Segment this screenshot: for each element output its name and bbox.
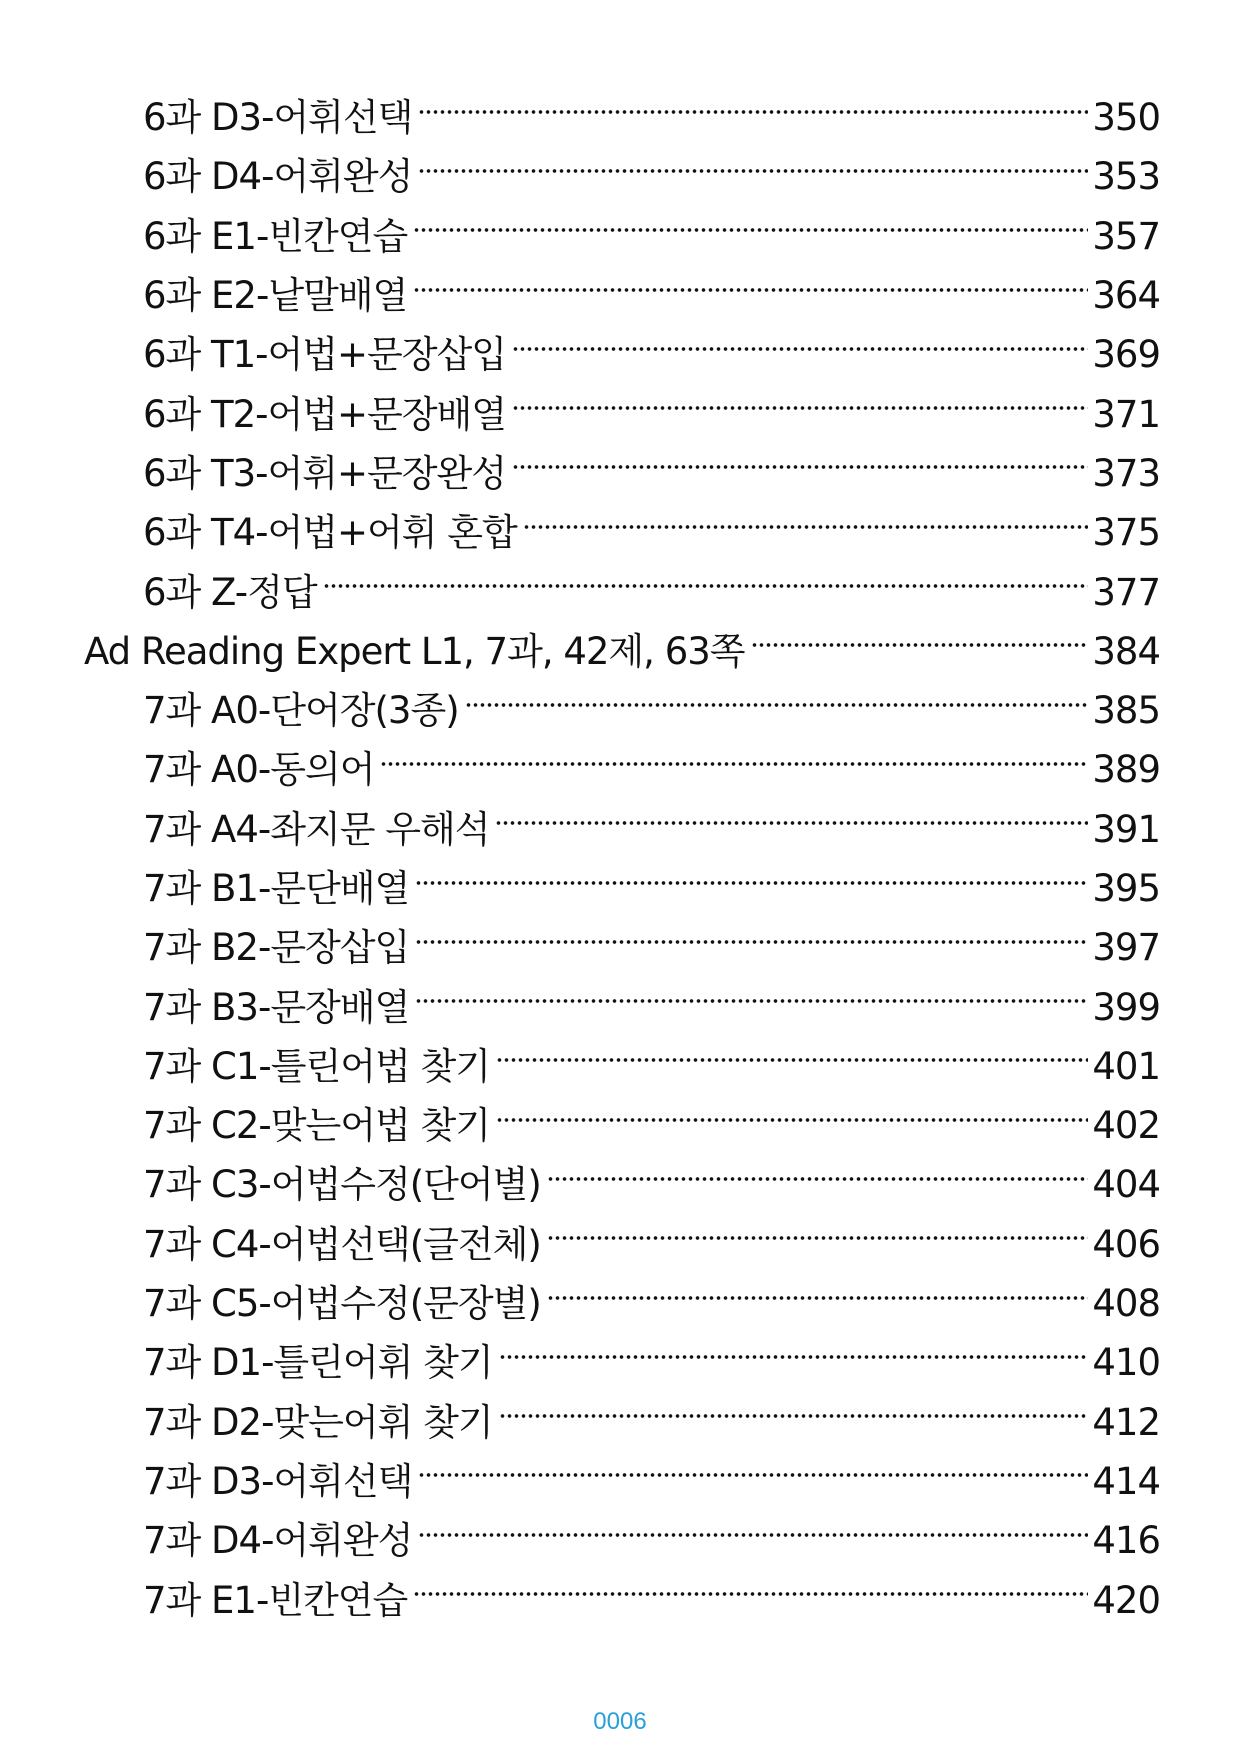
toc-entry-page: 385 (1092, 689, 1160, 733)
dot-leader (547, 1175, 1089, 1183)
toc-entry[interactable] (0, 977, 1240, 1036)
dot-leader (496, 1056, 1088, 1064)
toc-entry[interactable] (0, 1274, 1240, 1333)
toc-entry-page: 384 (1092, 629, 1160, 673)
dot-leader (413, 1590, 1088, 1598)
toc-entry-page: 395 (1092, 867, 1160, 910)
toc-entry[interactable] (0, 681, 1240, 740)
toc-entry-page: 353 (1092, 155, 1160, 199)
toc-entry-title: 7과 A0-동의어 (143, 748, 375, 792)
toc-entry-title: 7과 D3-어휘선택 (143, 1459, 413, 1503)
toc-entry-page: 391 (1092, 807, 1160, 851)
toc-entry[interactable] (0, 384, 1240, 443)
dot-leader (413, 286, 1088, 294)
toc-entry-page: 414 (1092, 1459, 1160, 1503)
toc-entry-title: 7과 B3-문장배열 (143, 985, 410, 1029)
toc-entry[interactable] (0, 444, 1240, 503)
toc-entry-page: 397 (1092, 926, 1160, 970)
dot-leader (512, 404, 1088, 412)
toc-entry-page: 357 (1092, 214, 1160, 258)
dot-leader (415, 879, 1088, 887)
toc-entry[interactable] (0, 266, 1240, 325)
toc-entry[interactable] (0, 1333, 1240, 1392)
toc-entry-title: 7과 C3-어법수정(단어별) (143, 1163, 541, 1207)
toc-entry-page: 350 (1092, 96, 1160, 140)
toc-section-entry[interactable] (0, 622, 1240, 681)
toc-entry-page: 401 (1092, 1044, 1160, 1088)
toc-entry-page: 420 (1092, 1578, 1160, 1622)
page-number: 0006 (593, 1708, 647, 1735)
toc-entry[interactable] (0, 503, 1240, 562)
toc-entry-page: 389 (1092, 748, 1160, 792)
toc-entry[interactable] (0, 562, 1240, 621)
dot-leader (418, 167, 1088, 175)
toc-entry[interactable] (0, 859, 1240, 918)
table-of-contents (0, 88, 1240, 1630)
dot-leader (499, 1353, 1089, 1361)
toc-entry[interactable] (0, 207, 1240, 266)
toc-entry-title: 6과 T2-어법+문장배열 (143, 392, 506, 436)
toc-entry-title: 7과 E1-빈칸연습 (143, 1578, 408, 1622)
dot-leader (496, 1116, 1088, 1124)
dot-leader (523, 523, 1089, 531)
toc-entry-page: 412 (1092, 1400, 1160, 1444)
toc-entry-title: 7과 C4-어법선택(글전체) (143, 1222, 541, 1266)
toc-entry-title: 7과 C2-맞는어법 찾기 (143, 1104, 490, 1148)
toc-entry-page: 399 (1092, 985, 1160, 1029)
toc-entry-page: 402 (1092, 1104, 1160, 1148)
dot-leader (418, 1471, 1088, 1479)
toc-entry-page: 377 (1092, 570, 1160, 614)
toc-entry-title: 7과 D4-어휘완성 (143, 1519, 413, 1563)
toc-entry-title: 6과 Z-정답 (143, 570, 317, 614)
toc-entry-title: 7과 A4-좌지문 우해석 (143, 807, 490, 851)
toc-entry[interactable] (0, 1452, 1240, 1511)
toc-entry-page: 406 (1092, 1222, 1160, 1266)
toc-entry[interactable] (0, 800, 1240, 859)
toc-entry-title: 6과 D3-어휘선택 (143, 96, 413, 140)
toc-entry-title: 6과 T1-어법+문장삽입 (143, 333, 506, 377)
toc-entry-title: 7과 B1-문단배열 (143, 867, 410, 910)
toc-entry[interactable] (0, 325, 1240, 384)
toc-entry-page: 416 (1092, 1519, 1160, 1563)
toc-entry[interactable] (0, 1096, 1240, 1155)
dot-leader (380, 760, 1088, 768)
dot-leader (323, 582, 1089, 590)
dot-leader (465, 701, 1089, 709)
dot-leader (415, 997, 1088, 1005)
toc-entry-page: 375 (1092, 511, 1160, 555)
toc-entry[interactable] (0, 147, 1240, 206)
toc-entry-title: Ad Reading Expert L1, 7과, 42제, 63쪽 (84, 629, 745, 673)
dot-leader (495, 819, 1088, 827)
dot-leader (413, 226, 1088, 234)
toc-entry-page: 408 (1092, 1282, 1160, 1326)
toc-entry-title: 6과 E1-빈칸연습 (143, 214, 408, 258)
toc-entry-page: 410 (1092, 1341, 1160, 1385)
toc-entry-page: 373 (1092, 451, 1160, 495)
toc-entry-title: 7과 C1-틀린어법 찾기 (143, 1044, 490, 1088)
toc-entry-title: 6과 T4-어법+어휘 혼합 (143, 511, 517, 555)
toc-entry[interactable] (0, 1215, 1240, 1274)
toc-entry-title: 6과 D4-어휘완성 (143, 155, 413, 199)
dot-leader (415, 938, 1088, 946)
dot-leader (751, 641, 1089, 649)
toc-entry[interactable] (0, 918, 1240, 977)
dot-leader (512, 345, 1088, 353)
toc-entry[interactable] (0, 1570, 1240, 1629)
dot-leader (547, 1234, 1089, 1242)
dot-leader (547, 1294, 1089, 1302)
toc-entry[interactable] (0, 1393, 1240, 1452)
dot-leader (418, 1531, 1088, 1539)
toc-entry-title: 6과 E2-낱말배열 (143, 274, 408, 318)
toc-entry-page: 369 (1092, 333, 1160, 377)
toc-entry-title: 7과 B2-문장삽입 (143, 926, 410, 970)
toc-entry-title: 7과 A0-단어장(3종) (143, 689, 459, 733)
toc-entry-title: 7과 C5-어법수정(문장별) (143, 1282, 541, 1326)
toc-entry-page: 364 (1092, 274, 1160, 318)
toc-entry-page: 371 (1092, 392, 1160, 436)
toc-entry-title: 6과 T3-어휘+문장완성 (143, 451, 506, 495)
toc-entry[interactable] (0, 1511, 1240, 1570)
dot-leader (512, 463, 1088, 471)
toc-entry-title: 7과 D2-맞는어휘 찾기 (143, 1400, 493, 1444)
dot-leader (499, 1412, 1089, 1420)
toc-entry[interactable] (0, 1155, 1240, 1214)
toc-entry[interactable] (0, 1037, 1240, 1096)
toc-entry-page: 404 (1092, 1163, 1160, 1207)
toc-entry-title: 7과 D1-틀린어휘 찾기 (143, 1341, 493, 1385)
dot-leader (418, 108, 1088, 116)
toc-entry[interactable] (0, 740, 1240, 799)
toc-entry[interactable] (0, 88, 1240, 147)
